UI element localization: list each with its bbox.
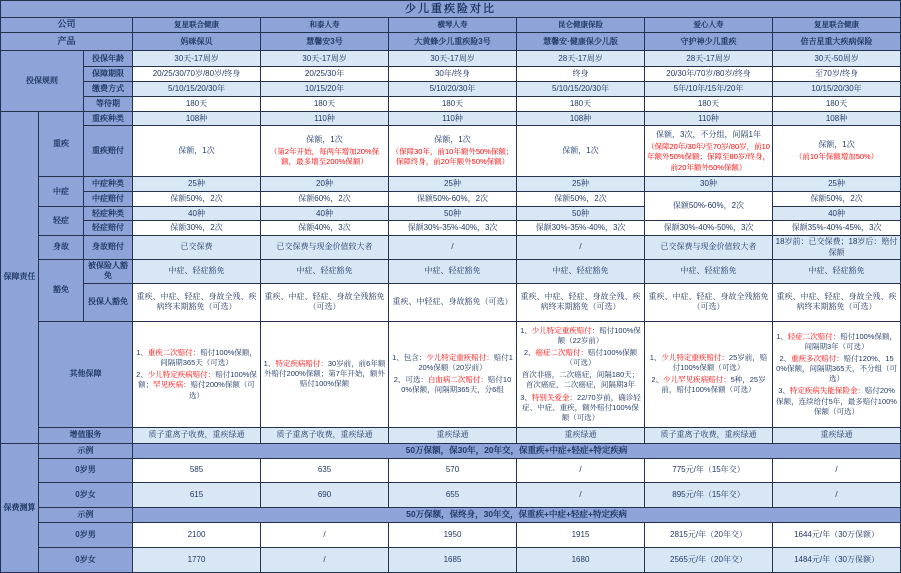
value-added-service-cell-2: 质子重离子收费，重疾绿通	[261, 427, 389, 443]
ci-types-cell-3: 110种	[389, 112, 517, 126]
death-payout-cell-5: 已交保费与现金价值较大者	[645, 236, 773, 260]
coverage-term-cell-4: 终身	[517, 67, 645, 82]
row-ci-payout	[1, 126, 901, 177]
value-added-service-cell-3: 重疾绿通	[389, 427, 517, 443]
waiting-period-cell-2: 180天	[261, 97, 389, 112]
row-example-2-male	[1, 522, 901, 547]
value-added-service-cell-6: 重疾绿通	[773, 427, 901, 443]
payout-main: 保额，1次	[306, 134, 343, 144]
row-mid-types	[1, 177, 901, 192]
row-coverage-term	[1, 67, 901, 82]
mild-payout-cell-3: 保额30%-35%-40%，3次	[389, 221, 517, 236]
example-2-female-cell-5: 2565元/年（20年交）	[645, 547, 773, 572]
ci-types-cell-5: 110种	[645, 112, 773, 126]
row-value-added-service	[1, 427, 901, 443]
row-label-example-1-female: 0岁女	[39, 482, 133, 507]
payment-term-cell-6: 10/15/20/30年	[773, 82, 901, 97]
other-coverage-cell-5	[645, 321, 773, 427]
mid-payout-cell-3: 保额50%-60%，2次	[389, 192, 517, 207]
insure-age-cell-4: 28天-17周岁	[517, 51, 645, 67]
row-death-payout	[1, 236, 901, 260]
mild-payout-cell-6: 保额35%-40%-45%，3次	[773, 221, 901, 236]
row-payment-term	[1, 82, 901, 97]
row-label-policyholder-waiver: 投保人豁免	[84, 283, 133, 321]
group-label-insure-age: 投保规则	[1, 51, 84, 112]
example-1-female-cell-5: 895元/年（15年交）	[645, 482, 773, 507]
mild-types-cell-1: 40种	[133, 207, 261, 221]
coverage-item: 2、癌症二次赔付：赔付100%保额（可选）	[523, 348, 638, 368]
waiting-period-cell-5: 180天	[645, 97, 773, 112]
payout-main: 保额，1次	[818, 140, 855, 150]
other-coverage-cell-1	[133, 321, 261, 427]
policyholder-waiver-cell-1: 重疾、中症、轻症、身故全残、疾病终末期豁免（可选）	[133, 283, 261, 321]
coverage-item: 2、重疾多次赔付：赔付120%、150%保额，间隔期365天，不分组（可选）	[776, 354, 897, 384]
policyholder-waiver-cell-3: 重疾、中轻症、身故豁免（可选）	[389, 283, 517, 321]
death-payout-cell-6: 18岁前：已交保费；18岁后：赔付保额	[773, 236, 901, 260]
mid-payout-cell-1: 保额50%，2次	[133, 192, 261, 207]
coverage-item: 1、轻症二次赔付：赔付100%保额，间隔期3年（可选）	[776, 331, 897, 351]
mild-types-cell-2: 40种	[261, 207, 389, 221]
insured-waiver-cell-1: 中症、轻症豁免	[133, 260, 261, 284]
payout-main: 保额，3次，不分组，间隔1年	[656, 129, 761, 139]
payment-term-cell-1: 5/10/15/20/30年	[133, 82, 261, 97]
row-label-example-2-female: 0岁女	[39, 547, 133, 572]
row-label-waiting-period: 等待期	[84, 97, 133, 112]
row-label-coverage-term: 保障期限	[84, 67, 133, 82]
example-2-male-cell-2: /	[261, 522, 389, 547]
other-coverage-cell-4	[517, 321, 645, 427]
insure-age-cell-6: 30天-50周岁	[773, 51, 901, 67]
product-name-4: 慧馨安·健康保少儿版	[517, 33, 645, 51]
row-example-2	[1, 507, 901, 522]
mild-payout-cell-5: 保额30%-40%-50%，3次	[645, 221, 773, 236]
row-ci-types	[1, 112, 901, 126]
row-label-death-payout: 身故赔付	[84, 236, 133, 260]
company-name-6: 复星联合健康	[773, 18, 901, 33]
waiting-period-cell-1: 180天	[133, 97, 261, 112]
row-label-insure-age: 投保年龄	[84, 51, 133, 67]
example-2-female-cell-2: /	[261, 547, 389, 572]
mid-payout-cell-6: 保额50%，2次	[773, 192, 901, 207]
ci-payout-cell-5	[645, 126, 773, 177]
payout-main: 保额，1次	[434, 134, 471, 144]
coverage-item: 2、可选：白血病二次赔付：赔付100%保额，间隔期365天，分6组	[393, 375, 512, 395]
example-2-female-cell-4: 1680	[517, 547, 645, 572]
row-example-1-male	[1, 458, 901, 482]
ci-types-cell-4: 108种	[517, 112, 645, 126]
coverage-term-cell-3: 30年/终身	[389, 67, 517, 82]
example-2-male-cell-6: 1644元/年（30万保额）	[773, 522, 901, 547]
insure-age-cell-2: 30天-17周岁	[261, 51, 389, 67]
payout-note: （前10年保额增加50%）	[794, 152, 879, 162]
example-1-female-cell-1: 615	[133, 482, 261, 507]
ci-payout-cell-3	[389, 126, 517, 177]
policyholder-waiver-cell-6: 重疾、中症、轻症、身故全残、疾病终末期豁免（可选）	[773, 283, 901, 321]
company-name-1: 复星联合健康	[133, 18, 261, 33]
payment-term-cell-2: 10/15/20年	[261, 82, 389, 97]
product-name-5: 守护神少儿重疾	[645, 33, 773, 51]
example-2-male-cell-1: 2100	[133, 522, 261, 547]
subgroup-label-ci-types: 重疾	[39, 112, 84, 177]
subgroup-label-death-payout: 身故	[39, 236, 84, 260]
row-label-example-1-male: 0岁男	[39, 458, 133, 482]
payment-term-cell-5: 5年/10年/15年/20年	[645, 82, 773, 97]
other-coverage-cell-6	[773, 321, 901, 427]
row-label-mild-payout: 轻症赔付	[84, 221, 133, 236]
example-1-female-cell-3: 655	[389, 482, 517, 507]
mild-payout-cell-4: 保额30%-35%-40%，3次	[517, 221, 645, 236]
row-label-example-2: 示例	[39, 507, 133, 522]
row-mild-payout	[1, 221, 901, 236]
row-insured-waiver	[1, 260, 901, 284]
row-example-2-female	[1, 547, 901, 572]
coverage-item: 1、特定疾病赔付：30岁前，前6年额外赔付200%保额；第7年开始，额外赔付100%保额	[263, 359, 386, 389]
death-payout-cell-1: 已交保费	[133, 236, 261, 260]
insure-age-cell-3: 30天-17周岁	[389, 51, 517, 67]
mid-types-cell-1: 25种	[133, 177, 261, 192]
product-row	[1, 33, 901, 51]
company-name-3: 横琴人寿	[389, 18, 517, 33]
product-name-2: 慧馨安3号	[261, 33, 389, 51]
title-row	[1, 1, 901, 18]
product-name-1: 妈咪保贝	[133, 33, 261, 51]
row-label-mild-types: 轻症种类	[84, 207, 133, 221]
row-label-ci-types: 重疾种类	[84, 112, 133, 126]
waiting-period-cell-6: 180天	[773, 97, 901, 112]
mild-types-cell-3: 50种	[389, 207, 517, 221]
example-2-male-cell-5: 2815元/年（20年交）	[645, 522, 773, 547]
death-payout-cell-3: /	[389, 236, 517, 260]
coverage-item: 3、特别关爱金：22/70岁前，确诊轻症、中症、重疾，额外赔付100%保额（可选）	[520, 392, 641, 422]
subgroup-label-mild-types: 轻症	[39, 207, 84, 236]
coverage-item: 1、包含：少儿特定重疾赔付：赔付120%保额（20岁前）	[392, 353, 513, 373]
example-1-description: 50万保额，保30年，20年交，保重疾+中症+轻症+特定疾病	[133, 443, 901, 458]
row-mid-payout	[1, 192, 901, 207]
payment-term-cell-4: 5/10/15/20/30年	[517, 82, 645, 97]
insured-waiver-cell-6: 中症、轻症豁免	[773, 260, 901, 284]
company-name-2: 和泰人寿	[261, 18, 389, 33]
payout-main: 保额，1次	[178, 146, 215, 156]
insure-age-cell-5: 28天-17周岁	[645, 51, 773, 67]
company-name-4: 昆仑健康保险	[517, 18, 645, 33]
example-2-male-cell-3: 1950	[389, 522, 517, 547]
mid-payout-cell-4: 保额50%，2次	[517, 192, 645, 207]
policyholder-waiver-cell-4: 重疾、中症、轻症、身故全残、疾病终末期豁免（可选）	[517, 283, 645, 321]
mild-types-cell-4: 50种	[517, 207, 645, 221]
row-other-coverage	[1, 321, 901, 427]
insured-waiver-cell-2: 中症、轻症豁免	[261, 260, 389, 284]
coverage-item: 1、少儿特定重疾赔付：赔付100%保额（22岁前）	[520, 325, 641, 345]
row-label-mid-types: 中症种类	[84, 177, 133, 192]
example-1-male-cell-1: 585	[133, 458, 261, 482]
coverage-item: 首次非癌，二次癌症，间隔180天；首次癌症，二次癌症，间隔期3年	[521, 370, 640, 390]
example-1-male-cell-3: 570	[389, 458, 517, 482]
coverage-term-cell-1: 20/25/30/70岁/80岁/终身	[133, 67, 261, 82]
insured-waiver-cell-3: 中症、轻症豁免	[389, 260, 517, 284]
mid-types-cell-3: 25种	[389, 177, 517, 192]
ci-types-cell-2: 110种	[261, 112, 389, 126]
value-added-service-cell-5: 质子重离子收费，重疾绿通	[645, 427, 773, 443]
row-policyholder-waiver	[1, 283, 901, 321]
row-label-insured-waiver: 被保险人豁免	[84, 260, 133, 284]
company-name-5: 爱心人寿	[645, 18, 773, 33]
mid-types-cell-2: 20种	[261, 177, 389, 192]
row-label-payment-term: 缴费方式	[84, 82, 133, 97]
example-2-female-cell-1: 1770	[133, 547, 261, 572]
mid-types-cell-5: 30种	[645, 177, 773, 192]
row-label-other-coverage: 其他保障	[39, 321, 133, 427]
row-label-mid-payout: 中症赔付	[84, 192, 133, 207]
mid-types-cell-6: 25种	[773, 177, 901, 192]
payout-note: （保障20年/30年/至70岁/80岁，前10年额外50%保额；保障至80岁/终身，前20年额外50%保额）	[647, 142, 770, 172]
subgroup-label-insured-waiver: 豁免	[39, 260, 84, 322]
company-header: 公司	[1, 18, 133, 33]
mid-types-cell-4: 25种	[517, 177, 645, 192]
product-name-6: 倍吉星重大疾病保险	[773, 33, 901, 51]
row-insure-age	[1, 51, 901, 67]
row-label-example-2-male: 0岁男	[39, 522, 133, 547]
row-example-1	[1, 443, 901, 458]
mild-payout-cell-1: 保额30%，2次	[133, 221, 261, 236]
example-2-male-cell-4: 1915	[517, 522, 645, 547]
other-coverage-cell-3	[389, 321, 517, 427]
product-header: 产品	[1, 33, 133, 51]
row-label-ci-payout: 重疾赔付	[84, 126, 133, 177]
example-1-male-cell-6: /	[773, 458, 901, 482]
coverage-item: 2、少儿罕见疾病赔付：5种，25岁前，赔付100%保额（可选）	[651, 375, 766, 395]
coverage-term-cell-6: 至70岁/终身	[773, 67, 901, 82]
ci-payout-cell-1	[133, 126, 261, 177]
other-coverage-cell-2	[261, 321, 389, 427]
coverage-item: 1、少儿特定重疾赔付：25岁前，赔付100%保额（可选）	[649, 353, 768, 373]
ci-payout-cell-2	[261, 126, 389, 177]
value-added-service-cell-1: 质子重离子收费，重疾绿通	[133, 427, 261, 443]
payment-term-cell-3: 5/10/20/30年	[389, 82, 517, 97]
value-added-service-cell-4: 重疾绿通	[517, 427, 645, 443]
row-label-example-1: 示例	[39, 443, 133, 458]
example-2-description: 50万保额，保终身，30年交，保重疾+中症+轻症+特定疾病	[133, 507, 901, 522]
waiting-period-cell-3: 180天	[389, 97, 517, 112]
insured-waiver-cell-5: 中症、轻症豁免	[645, 260, 773, 284]
death-payout-cell-4: /	[517, 236, 645, 260]
example-1-female-cell-2: 690	[261, 482, 389, 507]
coverage-item: 3、特定疾病失能保险金：赔付20%保额，连续给付5年，最多赔付100%保额（可选）	[776, 386, 897, 416]
waiting-period-cell-4: 180天	[517, 97, 645, 112]
company-row	[1, 18, 901, 33]
mild-types-cell-6: 40种	[773, 207, 901, 221]
ci-payout-cell-6	[773, 126, 901, 177]
death-payout-cell-2: 已交保费与现金价值较大者	[261, 236, 389, 260]
policyholder-waiver-cell-5: 重疾、中症、轻症、身故全残豁免（可选）	[645, 283, 773, 321]
example-2-female-cell-3: 1685	[389, 547, 517, 572]
coverage-term-cell-2: 20/25/30年	[261, 67, 389, 82]
example-2-female-cell-6: 1484元/年（30万保额）	[773, 547, 901, 572]
group-label-ci-types: 保障责任	[1, 112, 39, 444]
payout-note: （保障30年，前10年额外50%保额；保障终身，前20年额外50%保额）	[391, 147, 514, 167]
row-waiting-period	[1, 97, 901, 112]
example-1-male-cell-2: 635	[261, 458, 389, 482]
example-1-female-cell-4: /	[517, 482, 645, 507]
mild-payout-cell-2: 保额40%，3次	[261, 221, 389, 236]
insured-waiver-cell-4: 中症、轻症豁免	[517, 260, 645, 284]
payout-main: 保额，1次	[562, 146, 599, 156]
coverage-item: 1、重疾二次赔付：赔付100%保额，间隔期365天（可选）	[136, 348, 257, 368]
example-1-male-cell-5: 775元/年（15年交）	[645, 458, 773, 482]
subgroup-label-mid-types: 中症	[39, 177, 84, 207]
ci-types-cell-1: 108种	[133, 112, 261, 126]
mid-payout-cell-2: 保额60%，2次	[261, 192, 389, 207]
ci-types-cell-6: 108种	[773, 112, 901, 126]
mid-payout-cell-5: 保额50%-60%，2次	[645, 192, 773, 221]
policyholder-waiver-cell-2: 重疾、中症、轻症、身故全残豁免（可选）	[261, 283, 389, 321]
group-label-example-1: 保费测算	[1, 443, 39, 572]
row-label-value-added-service: 增值服务	[39, 427, 133, 443]
row-example-1-female	[1, 482, 901, 507]
page-title: 少儿重疾险对比	[1, 1, 901, 18]
ci-payout-cell-4	[517, 126, 645, 177]
coverage-term-cell-5: 20/30年/70岁/80岁/终身	[645, 67, 773, 82]
example-1-female-cell-6: /	[773, 482, 901, 507]
product-name-3: 大黄蜂少儿重疾险3号	[389, 33, 517, 51]
payout-note: （第2年开始，每两年增加20%保额，最多增至200%保额）	[269, 147, 380, 167]
coverage-item: 2、少儿特定疾病赔付：赔付100%保额；罕见疾病：赔付200%保额（可选）	[136, 370, 257, 400]
insure-age-cell-1: 30天-17周岁	[133, 51, 261, 67]
example-1-male-cell-4: /	[517, 458, 645, 482]
